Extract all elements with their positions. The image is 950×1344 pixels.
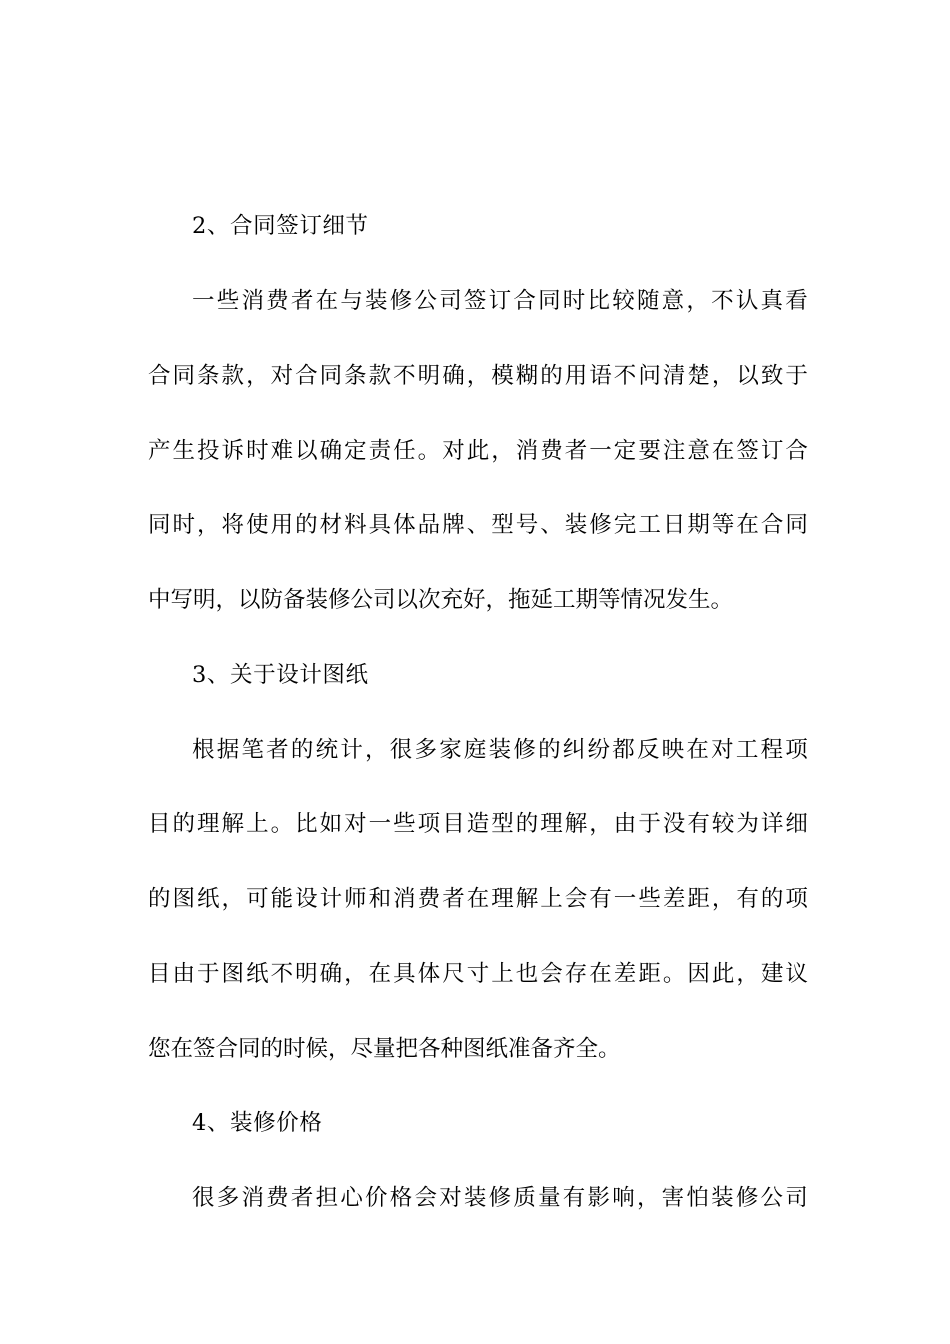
glyph: 注 — [662, 438, 686, 464]
glyph: 纠 — [562, 737, 586, 763]
glyph: 上 — [540, 886, 563, 912]
glyph: 对 — [439, 1185, 462, 1211]
glyph: 看 — [785, 288, 808, 314]
glyph: 型 — [491, 811, 514, 837]
section-heading-renovation-price: 4、装修价格 — [192, 1110, 323, 1136]
glyph: 家 — [439, 737, 462, 763]
glyph: 意 — [661, 288, 685, 314]
glyph: 款 — [368, 363, 392, 389]
glyph: 映 — [661, 737, 685, 763]
glyph: 较 — [612, 288, 635, 314]
glyph: 害 — [661, 1185, 685, 1211]
glyph: 的 — [760, 886, 784, 912]
glyph: 因 — [687, 961, 710, 987]
glyph: 品 — [417, 512, 441, 538]
paragraph-line — [192, 735, 808, 765]
glyph: 很 — [192, 1185, 215, 1211]
glyph: 对 — [711, 737, 734, 763]
glyph: 用 — [564, 363, 588, 389]
glyph: ， — [246, 363, 269, 389]
glyph: 担 — [315, 1185, 339, 1211]
glyph: 具 — [368, 512, 392, 538]
glyph: 造 — [466, 811, 490, 837]
glyph: 具 — [393, 961, 416, 987]
paragraph-line — [192, 286, 808, 316]
glyph: 投 — [197, 438, 220, 464]
glyph: 的 — [172, 811, 196, 837]
paragraph-line — [148, 959, 808, 989]
glyph: 与 — [340, 288, 363, 314]
glyph: 同 — [319, 363, 343, 389]
glyph: 完 — [613, 512, 637, 538]
glyph: 项 — [785, 886, 808, 912]
glyph: 一 — [192, 288, 215, 314]
glyph: 同 — [172, 363, 196, 389]
paragraph-line — [148, 510, 808, 540]
glyph: 不 — [393, 363, 416, 389]
paragraph-line — [192, 1183, 808, 1213]
glyph: 要 — [638, 438, 661, 464]
glyph: 装 — [463, 1185, 487, 1211]
glyph: 消 — [515, 438, 539, 464]
glyph: 装 — [488, 737, 512, 763]
glyph: 定 — [613, 438, 637, 464]
glyph: 的 — [515, 811, 539, 837]
glyph: 真 — [760, 288, 784, 314]
glyph: 上 — [246, 811, 269, 837]
glyph: 会 — [414, 1185, 437, 1211]
glyph: 项 — [417, 811, 441, 837]
glyph: 日 — [662, 512, 686, 538]
glyph: 会 — [540, 961, 563, 987]
glyph: 订 — [488, 288, 512, 314]
glyph: 计 — [340, 737, 363, 763]
glyph: 修 — [389, 288, 413, 314]
glyph: 比 — [295, 811, 318, 837]
glyph: 些 — [393, 811, 416, 837]
glyph: 装 — [711, 1185, 734, 1211]
glyph: 、 — [540, 512, 563, 538]
glyph: 的 — [148, 886, 171, 912]
glyph: 同 — [538, 288, 561, 314]
glyph: 工 — [638, 512, 661, 538]
glyph: 量 — [538, 1185, 561, 1211]
glyph: 反 — [636, 737, 660, 763]
glyph: 订 — [760, 438, 784, 464]
glyph: ， — [197, 512, 220, 538]
glyph: 在 — [466, 886, 490, 912]
glyph: 此 — [466, 438, 490, 464]
glyph: 款 — [221, 363, 245, 389]
glyph: 合 — [760, 512, 784, 538]
glyph: 使 — [246, 512, 269, 538]
glyph: 价 — [365, 1185, 388, 1211]
glyph: 有 — [736, 886, 759, 912]
glyph: 条 — [344, 363, 367, 389]
glyph: 签 — [463, 288, 487, 314]
glyph: 消 — [393, 886, 416, 912]
glyph: 工 — [735, 737, 759, 763]
glyph: 同 — [148, 512, 171, 538]
glyph: 生 — [172, 438, 196, 464]
glyph: 者 — [290, 288, 314, 314]
glyph: 都 — [612, 737, 635, 763]
glyph: 目 — [148, 961, 171, 987]
glyph: ， — [636, 1185, 660, 1211]
glyph: 不 — [711, 288, 734, 314]
glyph: 修 — [513, 737, 536, 763]
glyph: 不 — [270, 961, 294, 987]
glyph: 些 — [216, 288, 240, 314]
glyph: 的 — [290, 737, 314, 763]
glyph: 装 — [365, 288, 388, 314]
glyph: 设 — [295, 886, 318, 912]
glyph: 消 — [241, 288, 264, 314]
glyph: 解 — [564, 811, 588, 837]
glyph: 者 — [564, 438, 588, 464]
glyph: 没 — [662, 811, 686, 837]
glyph: 司 — [439, 288, 462, 314]
glyph: 号 — [515, 512, 539, 538]
glyph: 多 — [414, 737, 437, 763]
glyph: 目 — [148, 811, 171, 837]
glyph: 程 — [760, 737, 784, 763]
glyph: 差 — [662, 886, 686, 912]
glyph: 致 — [760, 363, 784, 389]
glyph: ， — [344, 961, 367, 987]
glyph: ， — [736, 961, 759, 987]
glyph: 建 — [760, 961, 784, 987]
glyph: 不 — [613, 363, 637, 389]
glyph: 费 — [540, 438, 563, 464]
glyph: 责 — [368, 438, 392, 464]
glyph: 心 — [340, 1185, 363, 1211]
paragraph-line: 您在签合同的时候，尽量把各种图纸准备齐全。 — [148, 1036, 621, 1062]
glyph: 糊 — [515, 363, 539, 389]
glyph: 的 — [540, 363, 563, 389]
glyph: 纸 — [197, 886, 220, 912]
glyph: 公 — [414, 288, 437, 314]
paragraph-line — [148, 436, 808, 466]
glyph: 意 — [687, 438, 710, 464]
glyph: 尺 — [442, 961, 465, 987]
glyph: 以 — [295, 438, 318, 464]
glyph: 确 — [319, 961, 343, 987]
glyph: 明 — [295, 961, 318, 987]
glyph: ， — [491, 438, 514, 464]
glyph: 料 — [344, 512, 367, 538]
glyph: 解 — [221, 811, 245, 837]
glyph: 楚 — [687, 363, 710, 389]
glyph: 有 — [687, 811, 710, 837]
glyph: 目 — [442, 811, 465, 837]
glyph: 装 — [564, 512, 588, 538]
glyph: 庭 — [463, 737, 487, 763]
glyph: 签 — [736, 438, 759, 464]
glyph: 认 — [735, 288, 759, 314]
glyph: 产 — [148, 438, 171, 464]
glyph: 寸 — [466, 961, 490, 987]
glyph: 很 — [389, 737, 413, 763]
glyph: 体 — [393, 512, 416, 538]
glyph: 可 — [246, 886, 269, 912]
glyph: 项 — [785, 737, 808, 763]
glyph: 差 — [613, 961, 637, 987]
glyph: 确 — [442, 363, 465, 389]
glyph: 定 — [344, 438, 367, 464]
glyph: 细 — [785, 811, 808, 837]
glyph: 消 — [241, 1185, 264, 1211]
glyph: ， — [711, 886, 735, 912]
section-heading-design-drawings: 3、关于设计图纸 — [192, 662, 369, 688]
glyph: 者 — [290, 1185, 314, 1211]
glyph: 由 — [613, 811, 637, 837]
glyph: 怕 — [686, 1185, 709, 1211]
glyph: 任 — [393, 438, 416, 464]
glyph: 型 — [491, 512, 514, 538]
glyph: 体 — [417, 961, 441, 987]
glyph: 对 — [270, 363, 294, 389]
glyph: 合 — [513, 288, 536, 314]
glyph: 司 — [785, 1185, 808, 1211]
glyph: 费 — [266, 288, 289, 314]
glyph: 期 — [687, 512, 710, 538]
glyph: 在 — [368, 961, 392, 987]
glyph: 由 — [172, 961, 196, 987]
glyph: 纸 — [246, 961, 269, 987]
glyph: 理 — [540, 811, 563, 837]
glyph: 者 — [442, 886, 465, 912]
glyph: 响 — [612, 1185, 635, 1211]
paragraph-line — [148, 361, 808, 391]
glyph: 。 — [662, 961, 686, 987]
glyph: 和 — [368, 886, 392, 912]
glyph: 根 — [192, 737, 215, 763]
glyph: 为 — [736, 811, 759, 837]
glyph: 时 — [172, 512, 196, 538]
glyph: 图 — [221, 961, 245, 987]
glyph: 修 — [589, 512, 612, 538]
glyph: 议 — [785, 961, 808, 987]
glyph: 同 — [785, 512, 808, 538]
glyph: 理 — [491, 886, 514, 912]
glyph: 对 — [344, 811, 367, 837]
glyph: 公 — [760, 1185, 784, 1211]
glyph: 等 — [711, 512, 735, 538]
glyph: 一 — [613, 886, 637, 912]
glyph: 模 — [491, 363, 514, 389]
glyph: 些 — [638, 886, 661, 912]
glyph: ， — [589, 811, 612, 837]
glyph: 修 — [735, 1185, 759, 1211]
glyph: 在 — [711, 438, 735, 464]
glyph: 费 — [266, 1185, 289, 1211]
glyph: 确 — [319, 438, 343, 464]
glyph: 详 — [760, 811, 784, 837]
glyph: 难 — [270, 438, 294, 464]
glyph: 在 — [589, 961, 612, 987]
glyph: 条 — [197, 363, 220, 389]
glyph: 理 — [197, 811, 220, 837]
glyph: 格 — [389, 1185, 413, 1211]
glyph: 统 — [315, 737, 339, 763]
glyph: 解 — [515, 886, 539, 912]
glyph: 、 — [466, 512, 490, 538]
glyph: 于 — [785, 363, 808, 389]
glyph: 合 — [148, 363, 171, 389]
glyph: 牌 — [442, 512, 465, 538]
glyph: 师 — [344, 886, 367, 912]
glyph: 时 — [562, 288, 586, 314]
glyph: ， — [466, 363, 490, 389]
glyph: 影 — [587, 1185, 611, 1211]
glyph: 能 — [270, 886, 294, 912]
glyph: 合 — [295, 363, 318, 389]
glyph: 较 — [711, 811, 735, 837]
glyph: 的 — [295, 512, 318, 538]
glyph: 图 — [172, 886, 196, 912]
glyph: 以 — [736, 363, 759, 389]
glyph: 。 — [417, 438, 441, 464]
glyph: 多 — [216, 1185, 240, 1211]
glyph: 质 — [513, 1185, 536, 1211]
glyph: 用 — [270, 512, 294, 538]
glyph: 的 — [538, 737, 561, 763]
glyph: 纷 — [587, 737, 611, 763]
glyph: 于 — [638, 811, 661, 837]
glyph: ， — [711, 363, 735, 389]
glyph: 如 — [319, 811, 343, 837]
glyph: 者 — [266, 737, 289, 763]
section-heading-contract-details: 2、合同签订细节 — [192, 213, 369, 239]
glyph: 比 — [587, 288, 611, 314]
glyph: 笔 — [241, 737, 264, 763]
glyph: 修 — [488, 1185, 512, 1211]
glyph: 一 — [368, 811, 392, 837]
glyph: 也 — [515, 961, 539, 987]
glyph: 距 — [638, 961, 661, 987]
glyph: 此 — [711, 961, 735, 987]
glyph: 距 — [687, 886, 710, 912]
paragraph-line — [148, 809, 808, 839]
glyph: 。 — [270, 811, 294, 837]
glyph: 清 — [662, 363, 686, 389]
glyph: 问 — [638, 363, 661, 389]
glyph: 合 — [785, 438, 808, 464]
glyph: 在 — [315, 288, 339, 314]
glyph: 上 — [491, 961, 514, 987]
glyph: ， — [365, 737, 388, 763]
glyph: 诉 — [221, 438, 245, 464]
glyph: 随 — [636, 288, 660, 314]
glyph: 材 — [319, 512, 343, 538]
glyph: 有 — [589, 886, 612, 912]
glyph: 时 — [246, 438, 269, 464]
glyph: 将 — [221, 512, 245, 538]
glyph: 计 — [319, 886, 343, 912]
glyph: 在 — [686, 737, 709, 763]
glyph: 明 — [417, 363, 441, 389]
glyph: 对 — [442, 438, 465, 464]
glyph: 语 — [589, 363, 612, 389]
glyph: 有 — [562, 1185, 586, 1211]
glyph: 于 — [197, 961, 220, 987]
glyph: 费 — [417, 886, 441, 912]
glyph: ， — [686, 288, 709, 314]
paragraph-line — [148, 884, 808, 914]
paragraph-line: 中写明，以防备装修公司以次充好，拖延工期等情况发生。 — [148, 587, 734, 613]
glyph: 存 — [564, 961, 588, 987]
glyph: 会 — [564, 886, 588, 912]
glyph: 在 — [736, 512, 759, 538]
glyph: 据 — [216, 737, 240, 763]
glyph: 一 — [589, 438, 612, 464]
glyph: ， — [221, 886, 245, 912]
